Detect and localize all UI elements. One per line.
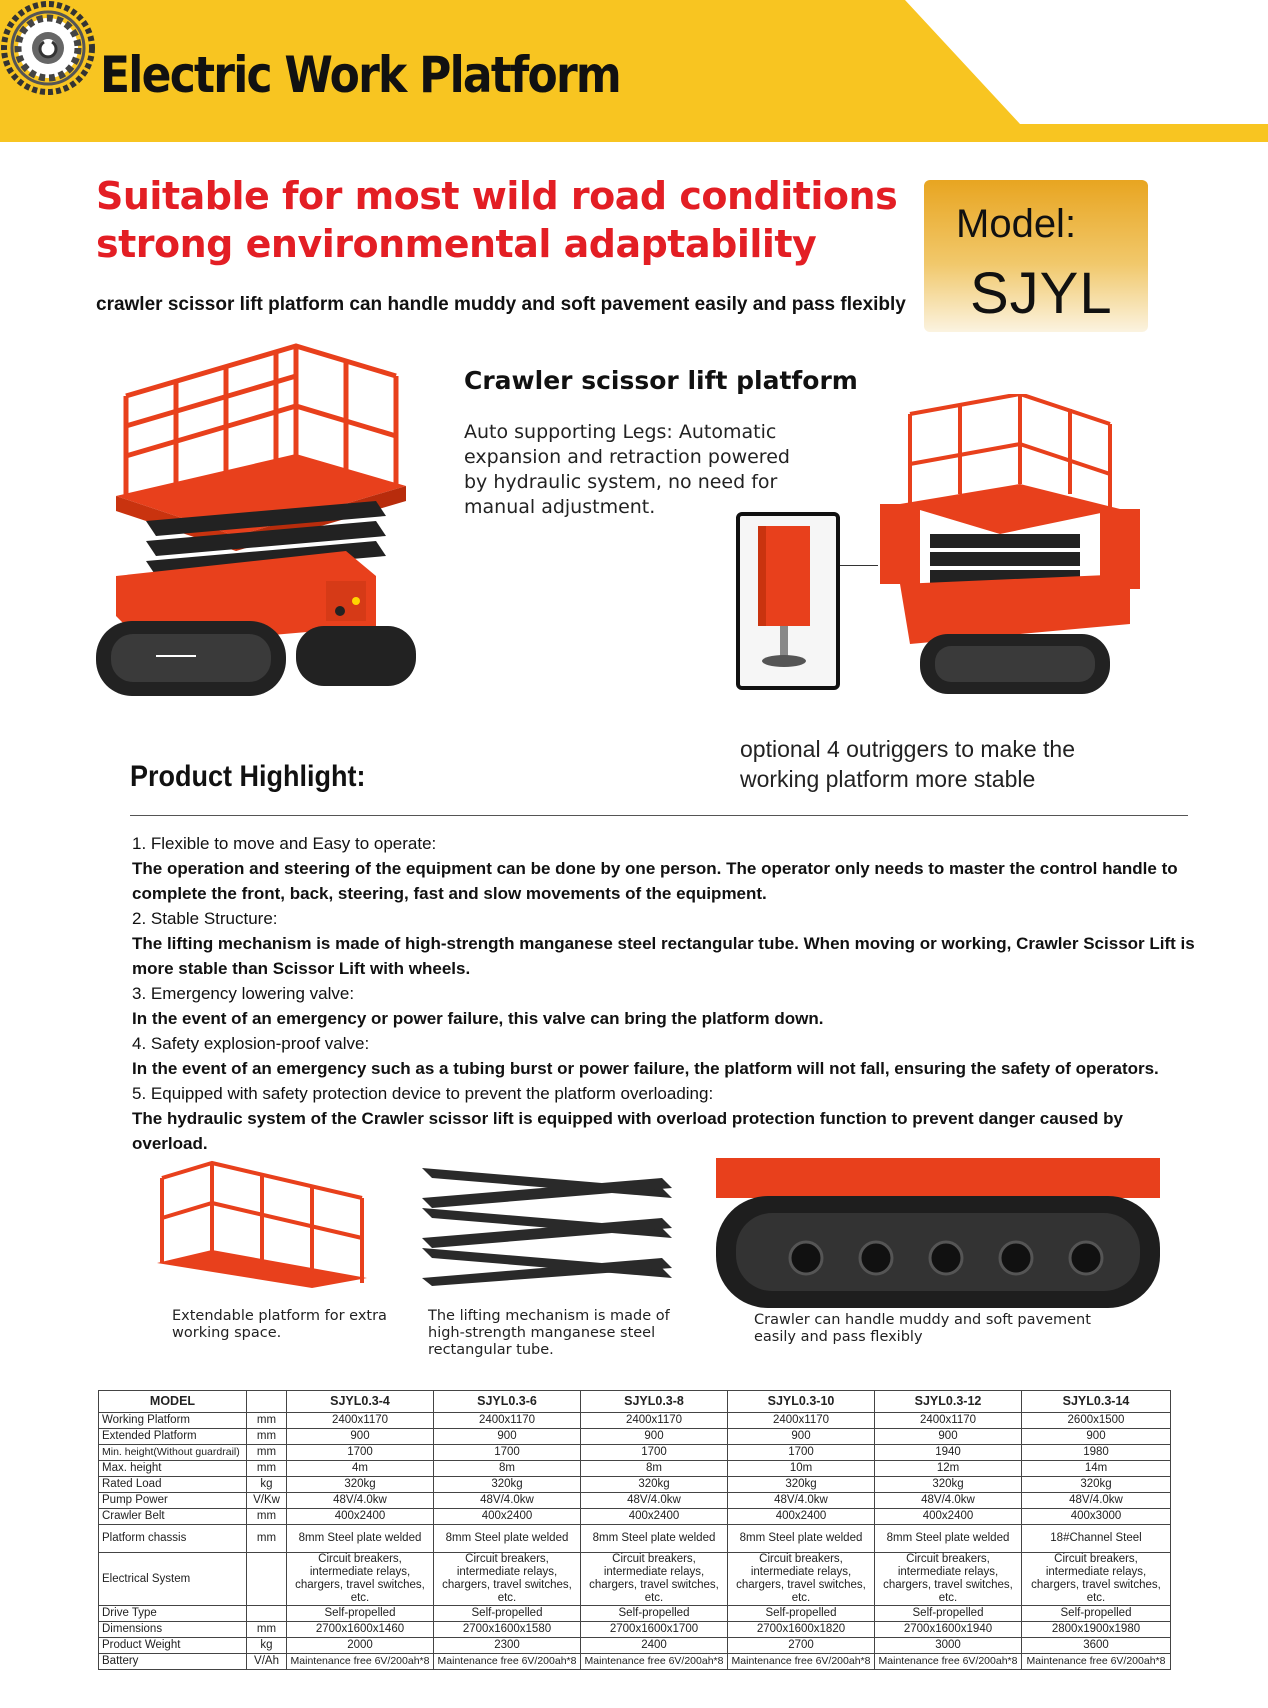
spec-cell: mm: [247, 1509, 287, 1525]
spec-cell: mm: [247, 1525, 287, 1553]
spec-cell: 320kg: [875, 1477, 1022, 1493]
spec-cell: 320kg: [287, 1477, 434, 1493]
crawler-track-image: [716, 1158, 1160, 1308]
spec-cell: 8mm Steel plate welded: [875, 1525, 1022, 1553]
spec-header-cell: SJYL0.3-8: [581, 1391, 728, 1413]
spec-cell: 2800x1900x1980: [1022, 1622, 1171, 1638]
spec-row: [99, 1413, 1171, 1429]
spec-cell: Self-propelled: [581, 1606, 728, 1622]
highlight-body: The operation and steering of the equipment can be done by one person. The operator only needs to master the control handle to complete the front, back, steering, fast and slow movements of the equipment.: [132, 859, 1178, 903]
spec-cell: 4m: [287, 1461, 434, 1477]
spec-cell: 400x2400: [581, 1509, 728, 1525]
spec-cell: 1980: [1022, 1445, 1171, 1461]
spec-cell: 12m: [875, 1461, 1022, 1477]
spec-cell: 8mm Steel plate welded: [581, 1525, 728, 1553]
spec-cell: 400x2400: [875, 1509, 1022, 1525]
spec-cell: 2700x1600x1580: [434, 1622, 581, 1638]
extendable-platform-image: [152, 1158, 372, 1290]
spec-cell: 1940: [875, 1445, 1022, 1461]
spec-cell: Rated Load: [99, 1477, 247, 1493]
spec-row: [99, 1525, 1171, 1553]
platform-title: Crawler scissor lift platform: [464, 366, 858, 395]
highlight-heading: 3. Emergency lowering valve:: [132, 984, 355, 1003]
spec-row: [99, 1509, 1171, 1525]
support-leg-icon: [740, 516, 836, 686]
spec-row: [99, 1461, 1171, 1477]
spec-row: [99, 1445, 1171, 1461]
spec-row: [99, 1429, 1171, 1445]
highlight-heading: 2. Stable Structure:: [132, 909, 278, 928]
spec-cell: Min. height(Without guardrail): [99, 1445, 247, 1461]
highlight-body: The hydraulic system of the Crawler scissor lift is equipped with overload protection function to prevent danger caused by overload.: [132, 1109, 1123, 1153]
spec-row: [99, 1638, 1171, 1654]
spec-cell: 48V/4.0kw: [581, 1493, 728, 1509]
spec-header-cell: SJYL0.3-10: [728, 1391, 875, 1413]
model-label: Model:: [956, 202, 1077, 246]
spec-cell: 48V/4.0kw: [875, 1493, 1022, 1509]
spec-cell: 900: [434, 1429, 581, 1445]
spec-cell: 320kg: [728, 1477, 875, 1493]
spec-cell: 48V/4.0kw: [434, 1493, 581, 1509]
headline-subline: crawler scissor lift platform can handle muddy and soft pavement easily and pass flexibly: [96, 294, 906, 315]
auto-legs-text: Auto supporting Legs: Automatic expansion and retraction powered by hydraulic system, no need for manual adjustment.: [464, 421, 790, 518]
spec-cell: 2400x1170: [875, 1413, 1022, 1429]
spec-cell: Self-propelled: [728, 1606, 875, 1622]
spec-header-cell: SJYL0.3-4: [287, 1391, 434, 1413]
spec-cell: 2000: [287, 1638, 434, 1654]
spec-cell: 8m: [434, 1461, 581, 1477]
page-title: Electric Work Platform: [100, 46, 621, 104]
spec-row: [99, 1622, 1171, 1638]
spec-header-cell: MODEL: [99, 1391, 247, 1413]
model-code: SJYL: [970, 261, 1113, 326]
spec-cell: 2400: [581, 1638, 728, 1654]
spec-cell: Maintenance free 6V/200ah*8: [728, 1654, 875, 1670]
spec-cell: 320kg: [434, 1477, 581, 1493]
spec-cell: Maintenance free 6V/200ah*8: [1022, 1654, 1171, 1670]
spec-cell: 900: [287, 1429, 434, 1445]
spec-cell: mm: [247, 1429, 287, 1445]
caption-extendable-platform: Extendable platform for extra working space.: [172, 1308, 387, 1341]
highlight-body: The lifting mechanism is made of high-strength manganese steel rectangular tube. When moving or working, Crawler Scissor Lift is more stable than Scissor Lift with wheels.: [132, 934, 1195, 978]
crawler-lift-outriggers-image: [880, 394, 1150, 708]
headline: [96, 172, 916, 268]
spec-cell: Dimensions: [99, 1622, 247, 1638]
spec-cell: 2400x1170: [434, 1413, 581, 1429]
highlight-heading: 4. Safety explosion-proof valve:: [132, 1034, 370, 1053]
spec-cell: 400x2400: [287, 1509, 434, 1525]
spec-cell: 2600x1500: [1022, 1413, 1171, 1429]
spec-cell: 48V/4.0kw: [1022, 1493, 1171, 1509]
spec-cell: [247, 1606, 287, 1622]
spec-cell: 1700: [581, 1445, 728, 1461]
spec-cell: 2300: [434, 1638, 581, 1654]
highlight-title: Product Highlight:: [130, 760, 366, 793]
spec-row: [99, 1606, 1171, 1622]
spec-cell: 14m: [1022, 1461, 1171, 1477]
spec-cell: Self-propelled: [287, 1606, 434, 1622]
spec-cell: V/Ah: [247, 1654, 287, 1670]
spec-cell: 8mm Steel plate welded: [434, 1525, 581, 1553]
spec-cell: 400x2400: [728, 1509, 875, 1525]
highlight-heading: 1. Flexible to move and Easy to operate:: [132, 834, 437, 853]
spec-cell: Product Weight: [99, 1638, 247, 1654]
spec-cell: 1700: [434, 1445, 581, 1461]
spec-cell: 2700x1600x1700: [581, 1622, 728, 1638]
headline-line-1: Suitable for most wild road conditions: [96, 174, 898, 218]
spec-cell: Drive Type: [99, 1606, 247, 1622]
spec-cell: 8m: [581, 1461, 728, 1477]
spec-cell: 8mm Steel plate welded: [287, 1525, 434, 1553]
crawler-lift-main-image: [96, 336, 446, 726]
detail-connector-line: [840, 565, 878, 566]
spec-cell: 48V/4.0kw: [728, 1493, 875, 1509]
model-box: [924, 180, 1148, 332]
spec-cell: Circuit breakers, intermediate relays, chargers, travel switches, etc.: [434, 1553, 581, 1606]
spec-cell: Platform chassis: [99, 1525, 247, 1553]
spec-cell: 2700: [728, 1638, 875, 1654]
spec-header-cell: SJYL0.3-6: [434, 1391, 581, 1413]
spec-row: [99, 1493, 1171, 1509]
spec-cell: 3000: [875, 1638, 1022, 1654]
highlight-list: [132, 831, 1202, 1156]
spec-cell: 900: [1022, 1429, 1171, 1445]
spec-header-cell: SJYL0.3-14: [1022, 1391, 1171, 1413]
spec-cell: 900: [581, 1429, 728, 1445]
spec-cell: 3600: [1022, 1638, 1171, 1654]
spec-cell: Crawler Belt: [99, 1509, 247, 1525]
spec-cell: Max. height: [99, 1461, 247, 1477]
highlight-heading: 5. Equipped with safety protection device to prevent the platform overloading:: [132, 1084, 714, 1103]
spec-cell: 2400x1170: [287, 1413, 434, 1429]
spec-cell: 2700x1600x1940: [875, 1622, 1022, 1638]
spec-cell: Working Platform: [99, 1413, 247, 1429]
highlight-body: In the event of an emergency such as a tubing burst or power failure, the platform will not fall, ensuring the safety of operators.: [132, 1059, 1159, 1078]
divider: [130, 815, 1188, 816]
spec-cell: Pump Power: [99, 1493, 247, 1509]
caption-lifting-mechanism: The lifting mechanism is made of high-strength manganese steel rectangular tube.: [428, 1308, 670, 1358]
spec-cell: mm: [247, 1622, 287, 1638]
spec-cell: Circuit breakers, intermediate relays, chargers, travel switches, etc.: [875, 1553, 1022, 1606]
spec-row: [99, 1654, 1171, 1670]
spec-cell: kg: [247, 1638, 287, 1654]
spec-cell: 1700: [728, 1445, 875, 1461]
spec-cell: mm: [247, 1445, 287, 1461]
spec-cell: Maintenance free 6V/200ah*8: [875, 1654, 1022, 1670]
spec-header-cell: [247, 1391, 287, 1413]
spec-cell: Circuit breakers, intermediate relays, chargers, travel switches, etc.: [728, 1553, 875, 1606]
spec-cell: 320kg: [581, 1477, 728, 1493]
spec-cell: 10m: [728, 1461, 875, 1477]
spec-cell: mm: [247, 1461, 287, 1477]
spec-cell: 400x2400: [434, 1509, 581, 1525]
spec-cell: Battery: [99, 1654, 247, 1670]
gear-chain-logo-icon: [0, 0, 96, 96]
headline-line-2: strong environmental adaptability: [96, 222, 817, 266]
spec-cell: Maintenance free 6V/200ah*8: [434, 1654, 581, 1670]
spec-cell: Self-propelled: [434, 1606, 581, 1622]
spec-cell: Electrical System: [99, 1553, 247, 1606]
spec-cell: 1700: [287, 1445, 434, 1461]
spec-header-row: [99, 1391, 1171, 1413]
spec-cell: 48V/4.0kw: [287, 1493, 434, 1509]
spec-cell: Circuit breakers, intermediate relays, chargers, travel switches, etc.: [287, 1553, 434, 1606]
highlight-body: In the event of an emergency or power failure, this valve can bring the platform down.: [132, 1009, 824, 1028]
spec-header-cell: SJYL0.3-12: [875, 1391, 1022, 1413]
spec-cell: 900: [728, 1429, 875, 1445]
caption-crawler: Crawler can handle muddy and soft pavement easily and pass flexibly: [754, 1312, 1091, 1345]
spec-cell: Self-propelled: [1022, 1606, 1171, 1622]
spec-cell: 900: [875, 1429, 1022, 1445]
spec-cell: mm: [247, 1413, 287, 1429]
spec-cell: V/Kw: [247, 1493, 287, 1509]
spec-cell: Circuit breakers, intermediate relays, chargers, travel switches, etc.: [581, 1553, 728, 1606]
spec-cell: Self-propelled: [875, 1606, 1022, 1622]
spec-cell: 18#Channel Steel: [1022, 1525, 1171, 1553]
spec-cell: Circuit breakers, intermediate relays, chargers, travel switches, etc.: [1022, 1553, 1171, 1606]
spec-cell: 320kg: [1022, 1477, 1171, 1493]
spec-cell: Maintenance free 6V/200ah*8: [581, 1654, 728, 1670]
spec-cell: 400x3000: [1022, 1509, 1171, 1525]
outrigger-text: optional 4 outriggers to make the working platform more stable: [740, 736, 1075, 792]
spec-cell: 2400x1170: [728, 1413, 875, 1429]
spec-cell: kg: [247, 1477, 287, 1493]
header-band: [0, 0, 1268, 142]
spec-cell: [247, 1553, 287, 1606]
spec-cell: 8mm Steel plate welded: [728, 1525, 875, 1553]
spec-table: [98, 1390, 1171, 1670]
spec-row: [99, 1477, 1171, 1493]
spec-cell: 2400x1170: [581, 1413, 728, 1429]
spec-row: [99, 1553, 1171, 1606]
scissor-mechanism-image: [412, 1158, 682, 1290]
spec-cell: 2700x1600x1460: [287, 1622, 434, 1638]
spec-cell: Maintenance free 6V/200ah*8: [287, 1654, 434, 1670]
spec-cell: 2700x1600x1820: [728, 1622, 875, 1638]
spec-cell: Extended Platform: [99, 1429, 247, 1445]
support-leg-detail-image: [736, 512, 840, 690]
